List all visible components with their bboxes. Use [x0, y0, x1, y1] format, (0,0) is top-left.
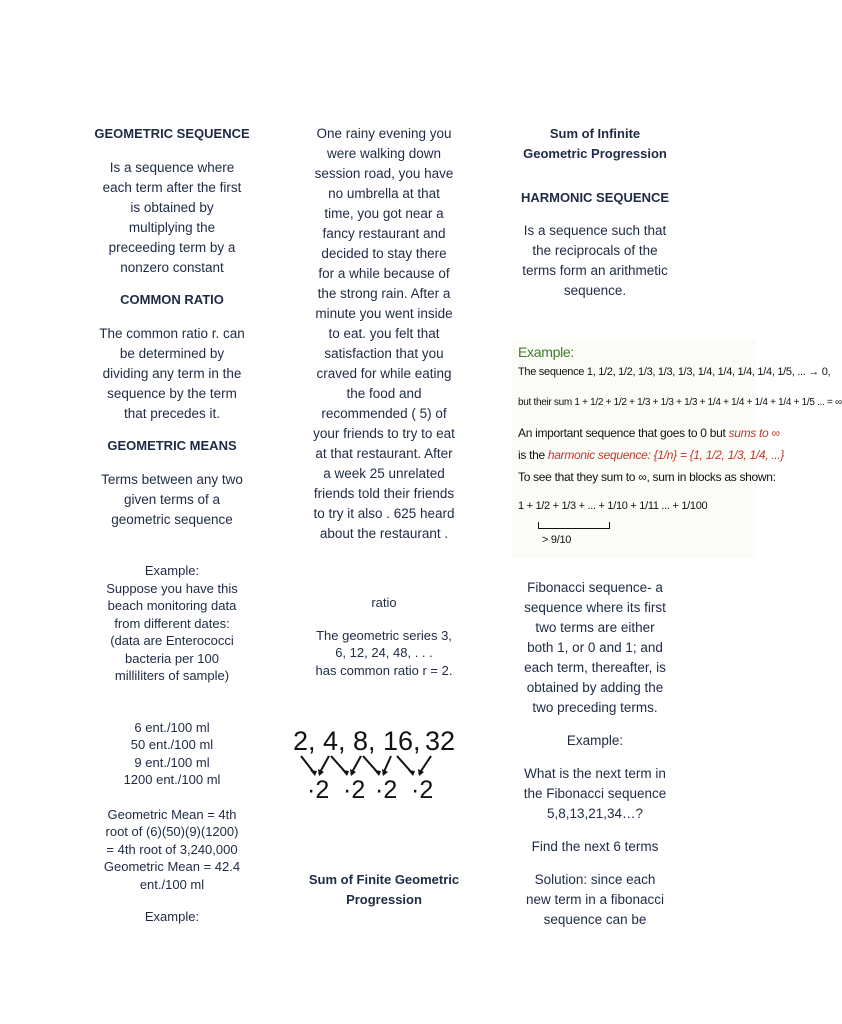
geometric-means-heading: GEOMETRIC MEANS — [107, 438, 237, 453]
multiplier: ·2 — [307, 776, 330, 804]
example-label-2: Example: — [144, 909, 200, 924]
seq-term: 4, — [323, 726, 346, 756]
image-line-harmonic-text: is the — [518, 448, 548, 462]
seq-term: 8, — [353, 726, 376, 756]
multiplier: ·2 — [375, 776, 398, 804]
example-label: Example: — [144, 563, 200, 578]
image-line-harmonic — [518, 448, 784, 462]
multiplier: ·2 — [411, 776, 434, 804]
left-column — [82, 124, 262, 926]
image-line-important — [518, 426, 780, 440]
geometric-mean-calculation: Geometric Mean = 4th root of (6)(50)(9)(1200) = 4th root of 3,240,000 Geometric Mean = 42.4 ent./100 ml — [103, 806, 241, 892]
image-bracket — [538, 522, 610, 529]
geometric-sequence-heading: GEOMETRIC SEQUENCE — [94, 126, 250, 141]
image-line-important-text: An important sequence that goes to 0 but — [518, 426, 729, 440]
harmonic-example-image — [512, 340, 842, 558]
image-line-series: 1 + 1/2 + 1/3 + ... + 1/10 + 1/11 ... + 1/100 — [518, 500, 708, 512]
seq-term: 2, — [293, 726, 316, 756]
image-line-bound: > 9/10 — [542, 534, 572, 546]
geometric-series-example: The geometric series 3, 6, 12, 24, 48, . . . has common ratio r = 2. — [315, 627, 453, 678]
harmonic-sequence-heading: HARMONIC SEQUENCE — [520, 190, 670, 205]
ratio-label: ratio — [371, 595, 397, 610]
sum-finite-heading: Sum of Finite Geometric Progression — [308, 872, 460, 907]
sum-infinite-heading: Sum of Infinite Geometric Progression — [523, 126, 667, 161]
common-ratio-definition: The common ratio r. can be determined by dividing any term in the sequence by the term that precedes it. — [99, 326, 245, 421]
geometric-sequence-definition: Is a sequence where each term after the first is obtained by multiplying the preceeding term by a nonzero constant — [102, 160, 242, 275]
data-values: 6 ent./100 ml 50 ent./100 ml 9 ent./100 ml 1200 ent./100 ml — [123, 719, 221, 787]
harmonic-sequence-definition: Is a sequence such that the reciprocals of the terms form an arithmetic sequence. — [522, 223, 668, 298]
restaurant-story: One rainy evening you were walking down session road, you have no umbrella at that time, you got near a fancy restaurant and decided to stay there for a while because of the strong rain. After a minute you went inside to eat. you felt that satisfaction that you craved for while eating the food and recommended ( 5) of your friends to try to eat at that restaurant. After a week 25 unrelated friends told their friends to try it also . 625 heard about the restaurant . — [313, 126, 455, 541]
fibonacci-solution: Solution: since each new term in a fibonacci sequence can be — [525, 872, 665, 927]
middle-column — [292, 124, 476, 679]
multiplier: ·2 — [343, 776, 366, 804]
example-text: Suppose you have this beach monitoring data from different dates: (data are Enterococci bacteria per 100 milliliters of sample) — [106, 580, 238, 683]
seq-term: 16, — [383, 726, 421, 756]
image-line-sequence: The sequence 1, 1/2, 1/2, 1/3, 1/3, 1/3, 1/4, 1/4, 1/4, 1/4, 1/5, ... → 0, — [518, 366, 831, 378]
image-line-sum: but their sum 1 + 1/2 + 1/2 + 1/3 + 1/3 + 1/3 + 1/4 + 1/4 + 1/4 + 1/4 + 1/5 ... = ∞ — [518, 397, 842, 408]
common-ratio-heading: COMMON RATIO — [120, 292, 224, 307]
right-column-bottom — [504, 578, 686, 930]
right-column-top — [500, 124, 690, 301]
fibonacci-example-label: Example: — [566, 733, 624, 748]
image-example-label: Example: — [518, 344, 574, 360]
image-line-important-red: sums to ∞ — [728, 426, 780, 440]
find-next-terms: Find the next 6 terms — [531, 839, 659, 854]
fibonacci-definition: Fibonacci sequence- a sequence where its first two terms are either both 1, or 0 and 1; and each term, thereafter, is obtained by adding the two preceding terms. — [524, 580, 666, 715]
image-line-blocks: To see that they sum to ∞, sum in blocks as shown: — [518, 470, 776, 484]
fibonacci-question: What is the next term in the Fibonacci sequence 5,8,13,21,34…? — [523, 766, 667, 821]
seq-term: 32 — [425, 726, 456, 756]
geometric-means-definition: Terms between any two given terms of a geometric sequence — [101, 472, 243, 527]
image-line-harmonic-red: harmonic sequence: {1/n} = {1, 1/2, 1/3, 1/4, ...} — [547, 448, 785, 462]
sequence-diagram — [291, 724, 461, 804]
sum-finite-block — [292, 870, 476, 910]
